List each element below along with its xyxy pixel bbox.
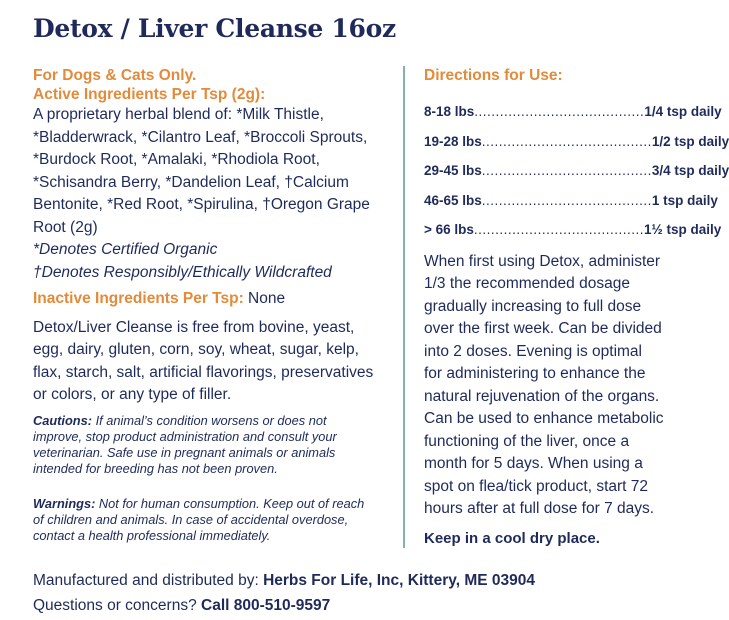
herbal-blend-text: A proprietary herbal blend of: *Milk Thistle, *Bladderwrack, *Cilantro Leaf, *Broccoli Sprouts, *Burdock Root, *Amalaki, *Rhodiola Root, *Schisandra Berry, *Dandelion Leaf, †Calcium Bentonite, *Red Root, *Spirulina, †Oregon Grape Root (2g) [33, 106, 370, 236]
dose-row [424, 127, 729, 157]
dose-row [424, 186, 718, 216]
species-note: For Dogs & Cats Only. [33, 67, 197, 84]
storage-note: Keep in a cool dry place. [424, 529, 600, 547]
questions-label: Questions or concerns? [33, 597, 202, 614]
dose-leader: ........................................ [473, 222, 644, 237]
cautions-block [33, 413, 378, 477]
dose-leader: ........................................ [481, 133, 652, 149]
dose-leader: ........................................ [481, 192, 652, 208]
dose-weight: 19-28 lbs [424, 133, 482, 149]
dose-leader: ........................................ [481, 163, 652, 178]
dose-amount: 3/4 tsp daily [651, 163, 729, 178]
dose-weight: 8-18 lbs [424, 104, 475, 119]
dosing-table [424, 97, 729, 245]
dose-weight: 46-65 lbs [424, 192, 482, 208]
warnings-text: Not for human consumption. Keep out of reach of children and animals. In case of accidental overdose, contact a health professional immediately. [33, 495, 365, 543]
wildcrafted-note: †Denotes Responsibly/Ethically Wildcrafted [33, 263, 332, 281]
manufacturer-label: Manufactured and distributed by: [33, 572, 264, 589]
manufacturer-line [33, 568, 535, 593]
cautions-text: If animal’s condition worsens or does not improve, stop product administration and consult your veterinarian. Safe use in pregnant animals or animals intended for breeding has not been proven. [33, 412, 337, 476]
footer [33, 568, 535, 618]
warnings-block [33, 496, 378, 544]
free-from-text: Detox/Liver Cleanse is free from bovine, yeast, egg, dairy, gluten, corn, soy, wheat, sugar, kelp, flax, starch, salt, artificial flavorings, preservatives or colors, or any type of filler. [33, 318, 374, 403]
dose-amount: 1½ tsp daily [643, 222, 722, 237]
warnings-label: Warnings: [33, 495, 96, 511]
dose-amount: 1/2 tsp daily [651, 133, 729, 149]
directions-heading: Directions for Use: [424, 67, 563, 84]
dose-row [424, 97, 722, 127]
column-divider [403, 66, 405, 548]
product-title: Detox / Liver Cleanse 16oz [33, 14, 396, 43]
dose-weight: 29-45 lbs [424, 163, 482, 178]
directions-instructions: When first using Detox, administer 1/3 the recommended dosage gradually increasing to full dose over the first week. Can be divided into 2 doses. Evening is optimal for administering to enhance the natural rejuvenation of the organs. Can be used to enhance metabolic functioning of the liver, once a month for 5 days. When using a spot on flea/tick product, start 72 hours after at full dose for 7 days. [424, 252, 664, 517]
organic-note: *Denotes Certified Organic [33, 241, 218, 258]
dose-leader: ........................................ [474, 104, 645, 119]
inactive-ingredients-value: None [243, 290, 286, 307]
dose-row [424, 215, 722, 245]
dose-amount: 1 tsp daily [651, 192, 718, 208]
contact-line [33, 593, 535, 618]
inactive-ingredients [33, 288, 378, 311]
manufacturer-name: Herbs For Life, Inc, Kittery, ME 03904 [263, 572, 535, 589]
ingredients-column [33, 66, 378, 544]
directions-column [424, 66, 729, 547]
dose-row [424, 156, 729, 186]
active-ingredients-heading: Active Ingredients Per Tsp (2g): [33, 86, 266, 103]
dose-weight: > 66 lbs [424, 222, 474, 237]
cautions-label: Cautions: [33, 412, 93, 428]
phone-number: Call 800-510-9597 [201, 597, 331, 614]
dose-amount: 1/4 tsp daily [644, 104, 722, 119]
inactive-ingredients-label: Inactive Ingredients Per Tsp: [33, 290, 244, 307]
